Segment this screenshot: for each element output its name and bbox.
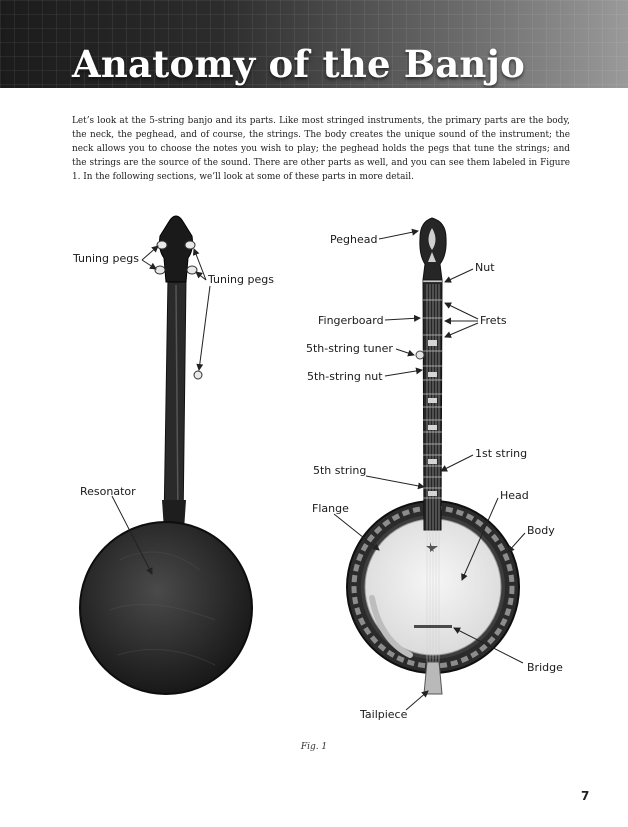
label-body: Body [527, 524, 555, 537]
label-frets: Frets [480, 314, 507, 327]
bridge-icon [414, 625, 452, 628]
label-fifth-string-tuner: 5th-string tuner [306, 342, 393, 355]
label-head: Head [500, 489, 529, 502]
figure-caption: Fig. 1 [300, 742, 328, 752]
peghead-icon [420, 218, 446, 280]
fifth-string-tuner-icon [416, 351, 424, 359]
label-tailpiece: Tailpiece [360, 708, 408, 721]
label-first-string: 1st string [475, 447, 528, 460]
intro-paragraph: Let’s look at the 5-string banjo and its parts. Like most stringed instruments, the primary parts are the body, the neck, the peghead, and of course, the strings. The body creates the unique sound of the instrument; the neck allows you to choose the notes you wish to play; the peghead holds the pegs that tune the strings; and the strings are the source of the sound. There are other parts as well, and you can see them labeled in Figure 1. In the following sections, we’ll look at some of these parts in more detail. [72, 116, 570, 182]
tailpiece-icon [424, 662, 442, 694]
label-bridge: Bridge [527, 661, 563, 674]
label-tuning-pegs-left: Tuning pegs [73, 252, 139, 265]
label-nut: Nut [475, 261, 495, 274]
chapter-header [0, 0, 628, 88]
label-tuning-pegs-right: Tuning pegs [208, 273, 274, 286]
resonator-icon [80, 522, 252, 694]
label-fifth-string-nut: 5th-string nut [307, 370, 383, 383]
label-fifth-string: 5th string [313, 464, 367, 477]
label-resonator: Resonator [80, 485, 136, 498]
banjo-anatomy-figure [0, 200, 628, 740]
label-peghead: Peghead [330, 233, 378, 246]
page-number: 7 [581, 789, 590, 803]
banjo-back-view [80, 216, 252, 694]
label-flange: Flange [312, 502, 349, 515]
page-title: Anatomy of the Banjo [72, 42, 525, 86]
label-fingerboard: Fingerboard [318, 314, 384, 327]
